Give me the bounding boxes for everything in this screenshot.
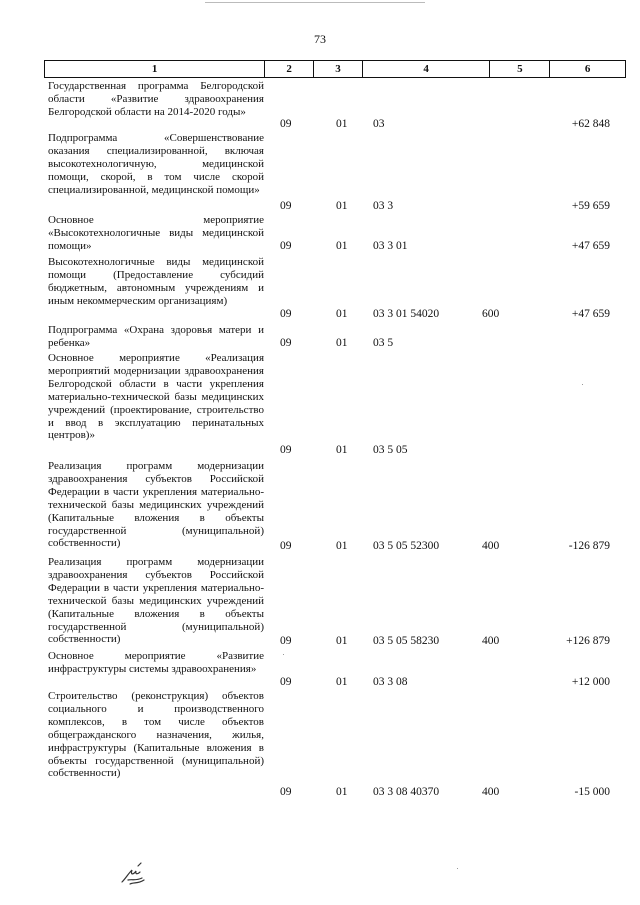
row-description: Государственная программа Белгородской области «Развитие здравоохранения Белгородской области на 2014-2020 годы»: [48, 80, 264, 118]
section-code: 09: [280, 786, 292, 798]
section-code: 09: [280, 308, 292, 320]
target-article-code: 03: [373, 118, 385, 130]
subsection-code: 01: [336, 540, 348, 552]
row-description: Основное мероприятие «Реализация мероприятий модернизации здравоохранения Белгородской области в части укрепления материально-технической базы медицинских учреждений (проектирование, строительство и ввод в эксплуатацию перинатальных центров)»: [48, 352, 264, 442]
table-header: [44, 60, 626, 78]
subsection-code: 01: [336, 200, 348, 212]
target-article-code: 03 5: [373, 337, 394, 349]
section-code: 09: [280, 676, 292, 688]
section-code: 09: [280, 118, 292, 130]
signature-mark: [118, 860, 154, 888]
scan-speck: [283, 654, 284, 655]
row-description: Основное мероприятие «Высокотехнологичные виды медицинской помощи»: [48, 214, 264, 252]
target-article-code: 03 5 05: [373, 444, 408, 456]
expense-type-code: 600: [482, 308, 500, 320]
column-header-3: 3: [314, 61, 363, 77]
section-code: 09: [280, 540, 292, 552]
column-header-5: 5: [490, 61, 550, 77]
amount: +59 659: [571, 200, 610, 212]
amount: +62 848: [571, 118, 610, 130]
target-article-code: 03 3: [373, 200, 394, 212]
target-article-code: 03 5 05 52300: [373, 540, 440, 552]
page-number: 73: [314, 32, 326, 46]
amount: +47 659: [571, 308, 610, 320]
row-description: Подпрограмма «Охрана здоровья матери и ребенка»: [48, 324, 264, 349]
amount: -15 000: [574, 786, 610, 798]
column-header-2: 2: [265, 61, 314, 77]
section-code: 09: [280, 240, 292, 252]
row-description: Высокотехнологичные виды медицинской помощи (Предоставление субсидий бюджетным, автономным учреждениям и иным некоммерческим организациям): [48, 256, 264, 307]
row-description: Основное мероприятие «Развитие инфраструктуры системы здравоохранения»: [48, 650, 264, 675]
target-article-code: 03 3 01 54020: [373, 308, 440, 320]
target-article-code: 03 5 05 58230: [373, 635, 440, 647]
expense-type-code: 400: [482, 540, 500, 552]
amount: +12 000: [571, 676, 610, 688]
subsection-code: 01: [336, 118, 348, 130]
subsection-code: 01: [336, 635, 348, 647]
row-description: Подпрограмма «Совершенствование оказания специализированной, включая высокотехнологичную, медицинской помощи, скорой, в том числе скорой специализированной, медицинской помощи»: [48, 132, 264, 196]
subsection-code: 01: [336, 786, 348, 798]
subsection-code: 01: [336, 444, 348, 456]
section-code: 09: [280, 635, 292, 647]
expense-type-code: 400: [482, 635, 500, 647]
top-rule: [205, 2, 425, 3]
target-article-code: 03 3 08: [373, 676, 408, 688]
row-description: Реализация программ модернизации здравоохранения субъектов Российской Федерации в части укрепления материально-технической базы медицинских учреждений (Капитальные вложения в объекты государственной (муниципальной) собственности): [48, 556, 264, 646]
amount: -126 879: [568, 540, 610, 552]
amount: +47 659: [571, 240, 610, 252]
scan-speck: [457, 868, 458, 869]
column-header-6: 6: [584, 63, 591, 75]
amount: +126 879: [566, 635, 610, 647]
column-header-4: 4: [363, 61, 491, 77]
section-code: 09: [280, 200, 292, 212]
target-article-code: 03 3 01: [373, 240, 408, 252]
subsection-code: 01: [336, 337, 348, 349]
section-code: 09: [280, 444, 292, 456]
expense-type-code: 400: [482, 786, 500, 798]
subsection-code: 01: [336, 308, 348, 320]
subsection-code: 01: [336, 676, 348, 688]
scan-speck: [582, 384, 583, 385]
target-article-code: 03 3 08 40370: [373, 786, 440, 798]
column-header-1: 1: [45, 61, 265, 77]
subsection-code: 01: [336, 240, 348, 252]
row-description: Реализация программ модернизации здравоохранения субъектов Российской Федерации в части укрепления материально-технической базы медицинских учреждений (Капитальные вложения в объекты государственной (муниципальной) собственности): [48, 460, 264, 550]
row-description: Строительство (реконструкция) объектов социального и производственного комплексов, в том числе объектов общегражданского назначения, жилья, инфраструктуры (Капитальные вложения в объекты государственной (муниципальной) собственности): [48, 690, 264, 780]
section-code: 09: [280, 337, 292, 349]
